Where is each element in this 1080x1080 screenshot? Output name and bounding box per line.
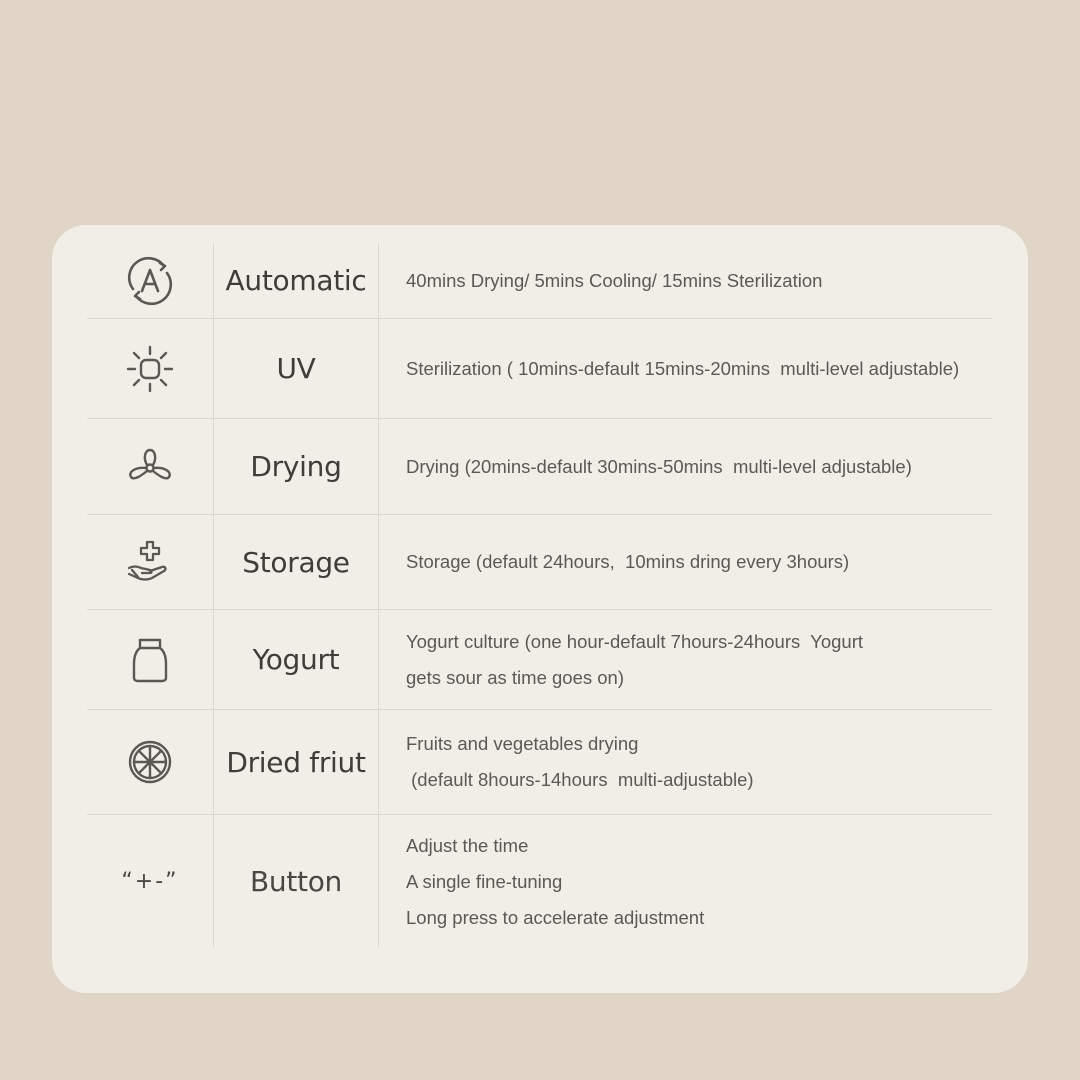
feature-row-automatic xyxy=(87,243,992,319)
feature-name: Dried friut xyxy=(214,710,379,814)
description-line: Drying (20mins-default 30mins-50mins multi-level adjustable) xyxy=(406,455,912,477)
auto-a-icon xyxy=(124,255,176,307)
description-line: gets sour as time goes on) xyxy=(406,666,624,688)
sun-icon xyxy=(124,343,176,395)
feature-description xyxy=(406,710,1032,814)
description-line: Sterilization ( 10mins-default 15mins-20mins multi-level adjustable) xyxy=(406,357,960,379)
description-line: A single fine-tuning xyxy=(406,870,563,892)
description-line: Fruits and vegetables drying xyxy=(406,733,639,754)
feature-card xyxy=(52,225,1028,993)
feature-description xyxy=(406,243,1032,318)
fan-icon xyxy=(124,441,176,493)
jar-icon xyxy=(124,634,176,686)
feature-row-dried-fruit xyxy=(87,710,992,815)
hand-plus-icon xyxy=(124,536,176,588)
feature-description xyxy=(406,815,1032,948)
description-line: Adjust the time xyxy=(406,834,529,856)
feature-name: Storage xyxy=(214,515,379,609)
description-line: Long press to accelerate adjustment xyxy=(406,906,705,928)
feature-row-drying xyxy=(87,419,992,515)
feature-name: UV xyxy=(214,319,379,418)
description-line: Storage (default 24hours, 10mins dring every 3hours) xyxy=(406,551,850,572)
description-line: 40mins Drying/ 5mins Cooling/ 15mins Sterilization xyxy=(406,269,823,291)
feature-name: Button xyxy=(214,815,379,948)
feature-row-storage xyxy=(87,515,992,610)
description-line: Yogurt culture (one hour-default 7hours-24hours Yogurt xyxy=(406,630,863,652)
feature-name: Drying xyxy=(214,419,379,514)
feature-name: Automatic xyxy=(214,243,379,318)
feature-row-button xyxy=(87,815,992,948)
feature-row-uv xyxy=(87,319,992,419)
feature-description xyxy=(406,419,1032,514)
feature-row-yogurt xyxy=(87,610,992,710)
feature-description xyxy=(406,610,1032,709)
feature-name: Yogurt xyxy=(214,610,379,709)
feature-description xyxy=(406,319,1032,418)
citrus-slice-icon xyxy=(124,736,176,788)
description-line: (default 8hours-14hours multi-adjustable) xyxy=(406,769,754,790)
plus-minus-text: “+-” xyxy=(121,869,179,894)
feature-description xyxy=(406,515,1032,609)
